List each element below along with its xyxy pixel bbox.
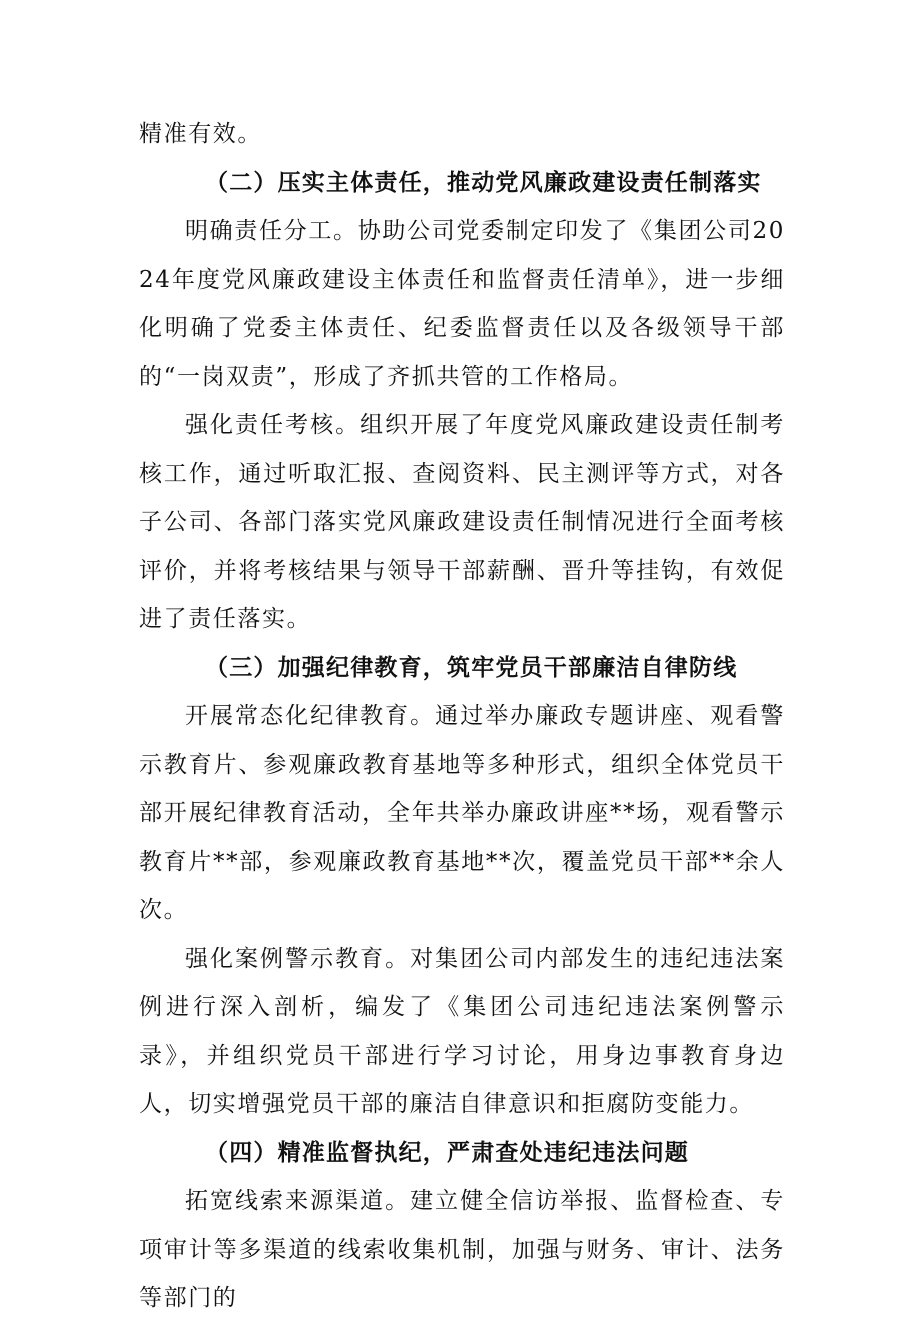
section-heading-2: （二）压实主体责任，推动党风廉政建设责任制落实	[205, 169, 762, 196]
paragraph-continuation: 精准有效。	[139, 121, 262, 147]
section-heading-4: （四）精准监督执纪，严肃查处违纪违法问题	[205, 1139, 689, 1166]
paragraph-discipline-education: 开展常态化纪律教育。通过举办廉政专题讲座、观看警示教育片、参观廉政教育基地等多种形式，组织全体党员干部开展纪律教育活动，全年共举办廉政讲座**场，观看警示教育片**部，参观廉政教育基地**次，覆盖党员干部**余人次。	[139, 703, 785, 923]
paragraph-responsibility-division: 明确责任分工。协助公司党委制定印发了《集团公司2024年度党风廉政建设主体责任和监督责任清单》，进一步细化明确了党委主体责任、纪委监督责任以及各级领导干部的“一岗双责”，形成了齐抓共管的工作格局。	[139, 218, 785, 390]
paragraph-case-warning-education: 强化案例警示教育。对集团公司内部发生的违纪违法案例进行深入剖析，编发了《集团公司违纪违法案例警示录》，并组织党员干部进行学习讨论，用身边事教育身边人，切实增强党员干部的廉洁自律意识和拒腐防变能力。	[139, 945, 785, 1117]
paragraph-responsibility-assessment: 强化责任考核。组织开展了年度党风廉政建设责任制考核工作，通过听取汇报、查阅资料、民主测评等方式，对各子公司、各部门落实党风廉政建设责任制情况进行全面考核评价，并将考核结果与领导干部薪酬、晋升等挂钩，有效促进了责任落实。	[139, 412, 785, 632]
section-heading-3: （三）加强纪律教育，筑牢党员干部廉洁自律防线	[205, 654, 738, 681]
document-body	[139, 110, 785, 1323]
paragraph-clue-sources: 拓宽线索来源渠道。建立健全信访举报、监督检查、专项审计等多渠道的线索收集机制，加强与财务、审计、法务等部门的	[139, 1188, 785, 1311]
